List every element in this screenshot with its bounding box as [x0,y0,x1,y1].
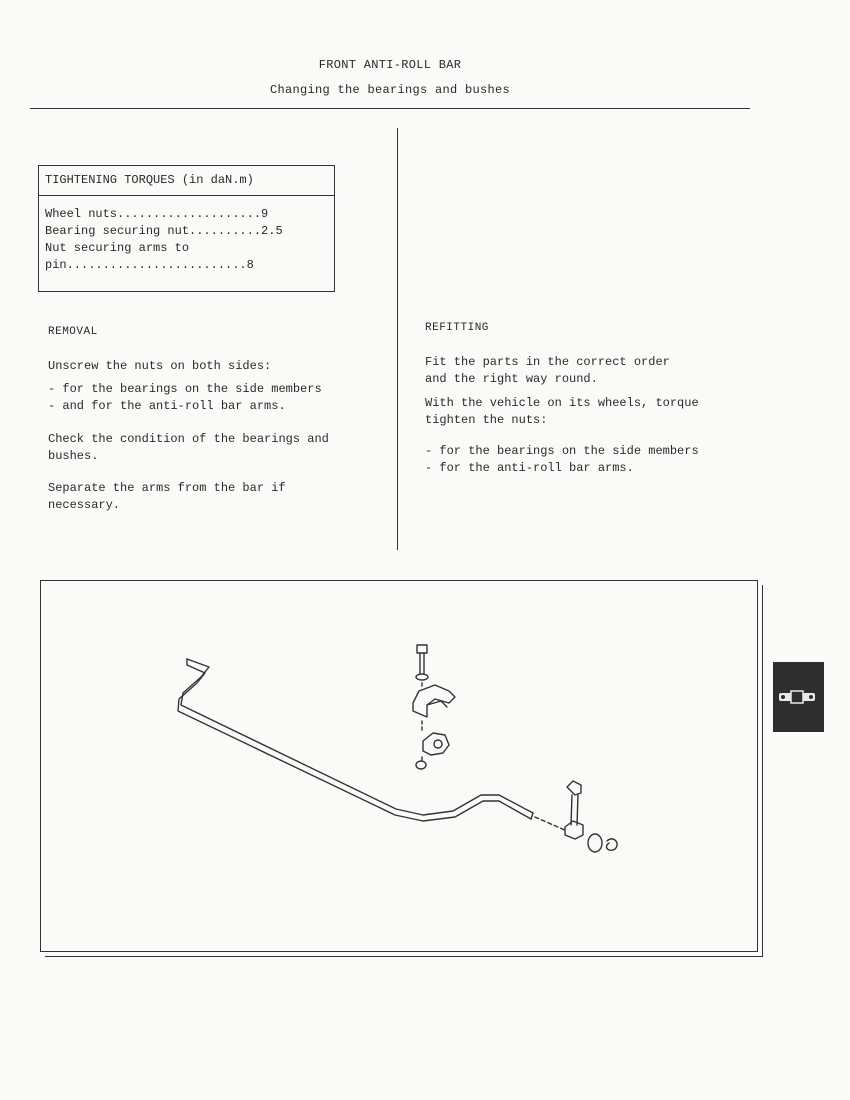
refitting-heading: REFITTING [425,322,489,334]
tightening-torques-table [38,165,335,292]
page-title: FRONT ANTI-ROLL BAR [318,58,462,72]
torque-row-bearing-nut: Bearing securing nut..........2.5 [45,224,283,238]
torque-row-arms-nut: Nut securing arms to [45,241,190,255]
anti-roll-bar-icon [773,662,824,732]
removal-step-check: Check the condition of the bearings and bushes. [48,432,329,463]
torque-row-wheel-nuts: Wheel nuts....................9 [45,207,269,221]
refitting-step-list: - for the bearings on the side members - for the anti-roll bar arms. [425,444,699,475]
refitting-step-fit: Fit the parts in the correct order and the right way round. [425,355,670,386]
removal-heading: REMOVAL [48,326,98,338]
header-rule [30,108,750,109]
anti-roll-bar-drawing [41,581,757,951]
torque-row-pin: pin.........................8 [45,258,254,272]
column-divider [397,128,398,550]
removal-step-unscrew: Unscrew the nuts on both sides: [48,359,272,373]
page-subtitle: Changing the bearings and bushes [269,83,511,97]
anti-roll-bar-illustration [40,580,758,952]
removal-step-list: - for the bearings on the side members - and for the anti-roll bar arms. [48,382,322,413]
torque-table-heading: TIGHTENING TORQUES (in daN.m) [39,166,334,196]
removal-step-separate: Separate the arms from the bar if necessary. [48,481,286,512]
section-tab [773,662,824,732]
refitting-step-torque: With the vehicle on its wheels, torque tighten the nuts: [425,396,699,427]
